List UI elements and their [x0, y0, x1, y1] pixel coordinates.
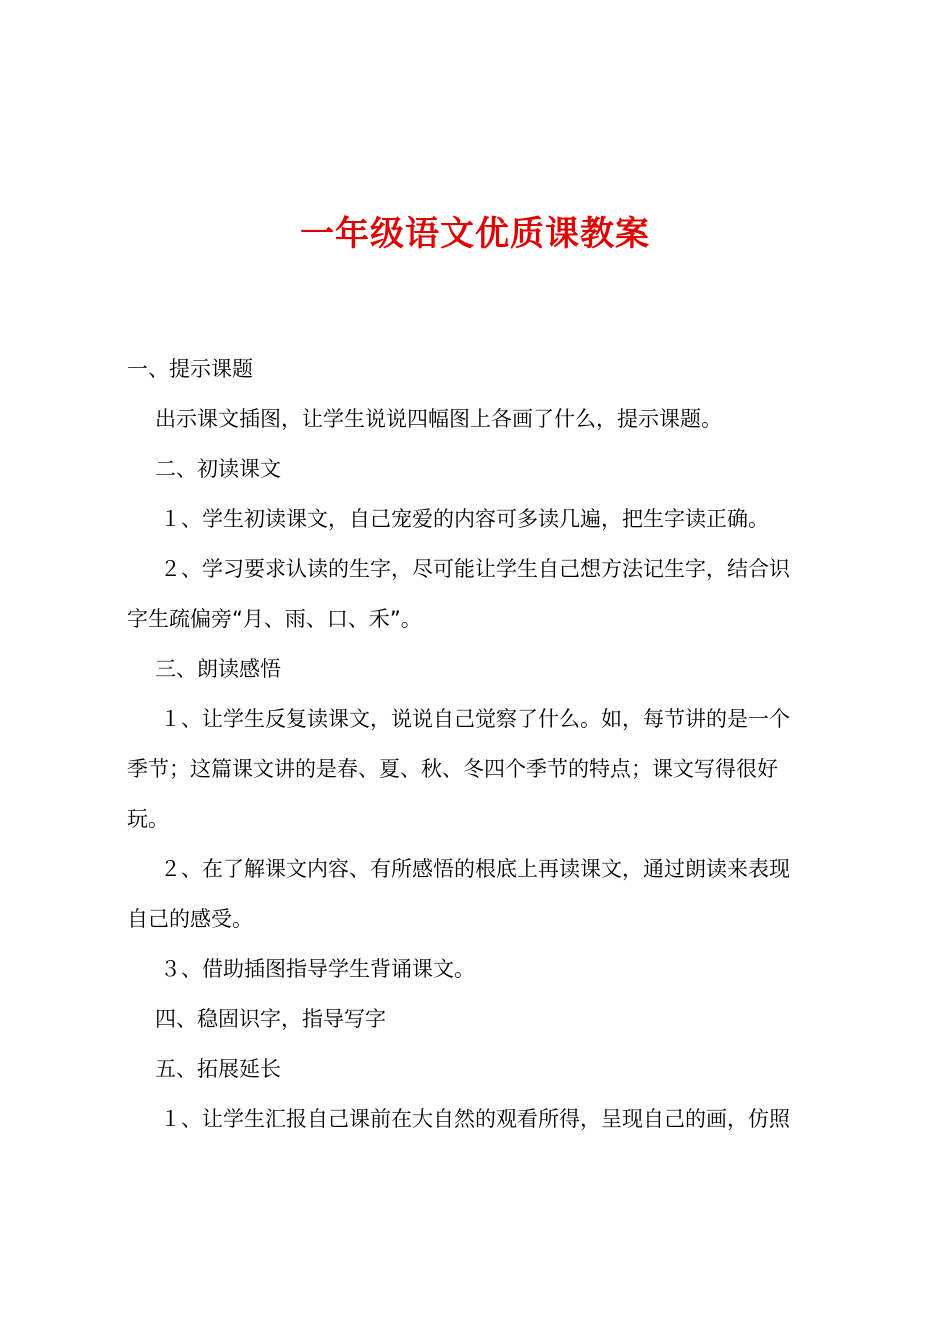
paragraph-line: ３、借助插图指导学生背诵课文。: [160, 957, 475, 981]
paragraph-line: １、学生初读课文，自己宠爱的内容可多读几遍，把生字读正确。: [160, 507, 769, 531]
paragraph-line: 字生疏偏旁“月、雨、口、禾”。: [127, 607, 422, 631]
document-title: 一年级语文优质课教案: [300, 214, 650, 254]
paragraph-line: 出示课文插图，让学生说说四幅图上各画了什么，提示课题。: [155, 407, 722, 431]
paragraph-line: ２、在了解课文内容、有所感悟的根底上再读课文，通过朗读来表现: [160, 857, 790, 881]
paragraph-line: ２、学习要求认读的生字，尽可能让学生自己想方法记生字，结合识: [160, 557, 790, 581]
paragraph-line: １、让学生反复读课文，说说自己觉察了什么。如，每节讲的是一个: [160, 707, 790, 731]
section-heading: 二、初读课文: [155, 457, 281, 481]
section-heading: 四、稳固识字，指导写字: [155, 1007, 386, 1031]
document-body: [127, 344, 833, 1144]
section-heading: 一、提示课题: [127, 357, 253, 381]
section-heading: 五、拓展延长: [155, 1057, 281, 1081]
section-heading: 三、朗读感悟: [155, 657, 281, 681]
paragraph-line: 季节；这篇课文讲的是春、夏、秋、冬四个季节的特点；课文写得很好: [127, 757, 778, 781]
paragraph-line: 玩。: [127, 807, 169, 831]
paragraph-line: 自己的感受。: [127, 907, 253, 931]
paragraph-line: １、让学生汇报自己课前在大自然的观看所得，呈现自己的画，仿照: [160, 1107, 790, 1131]
